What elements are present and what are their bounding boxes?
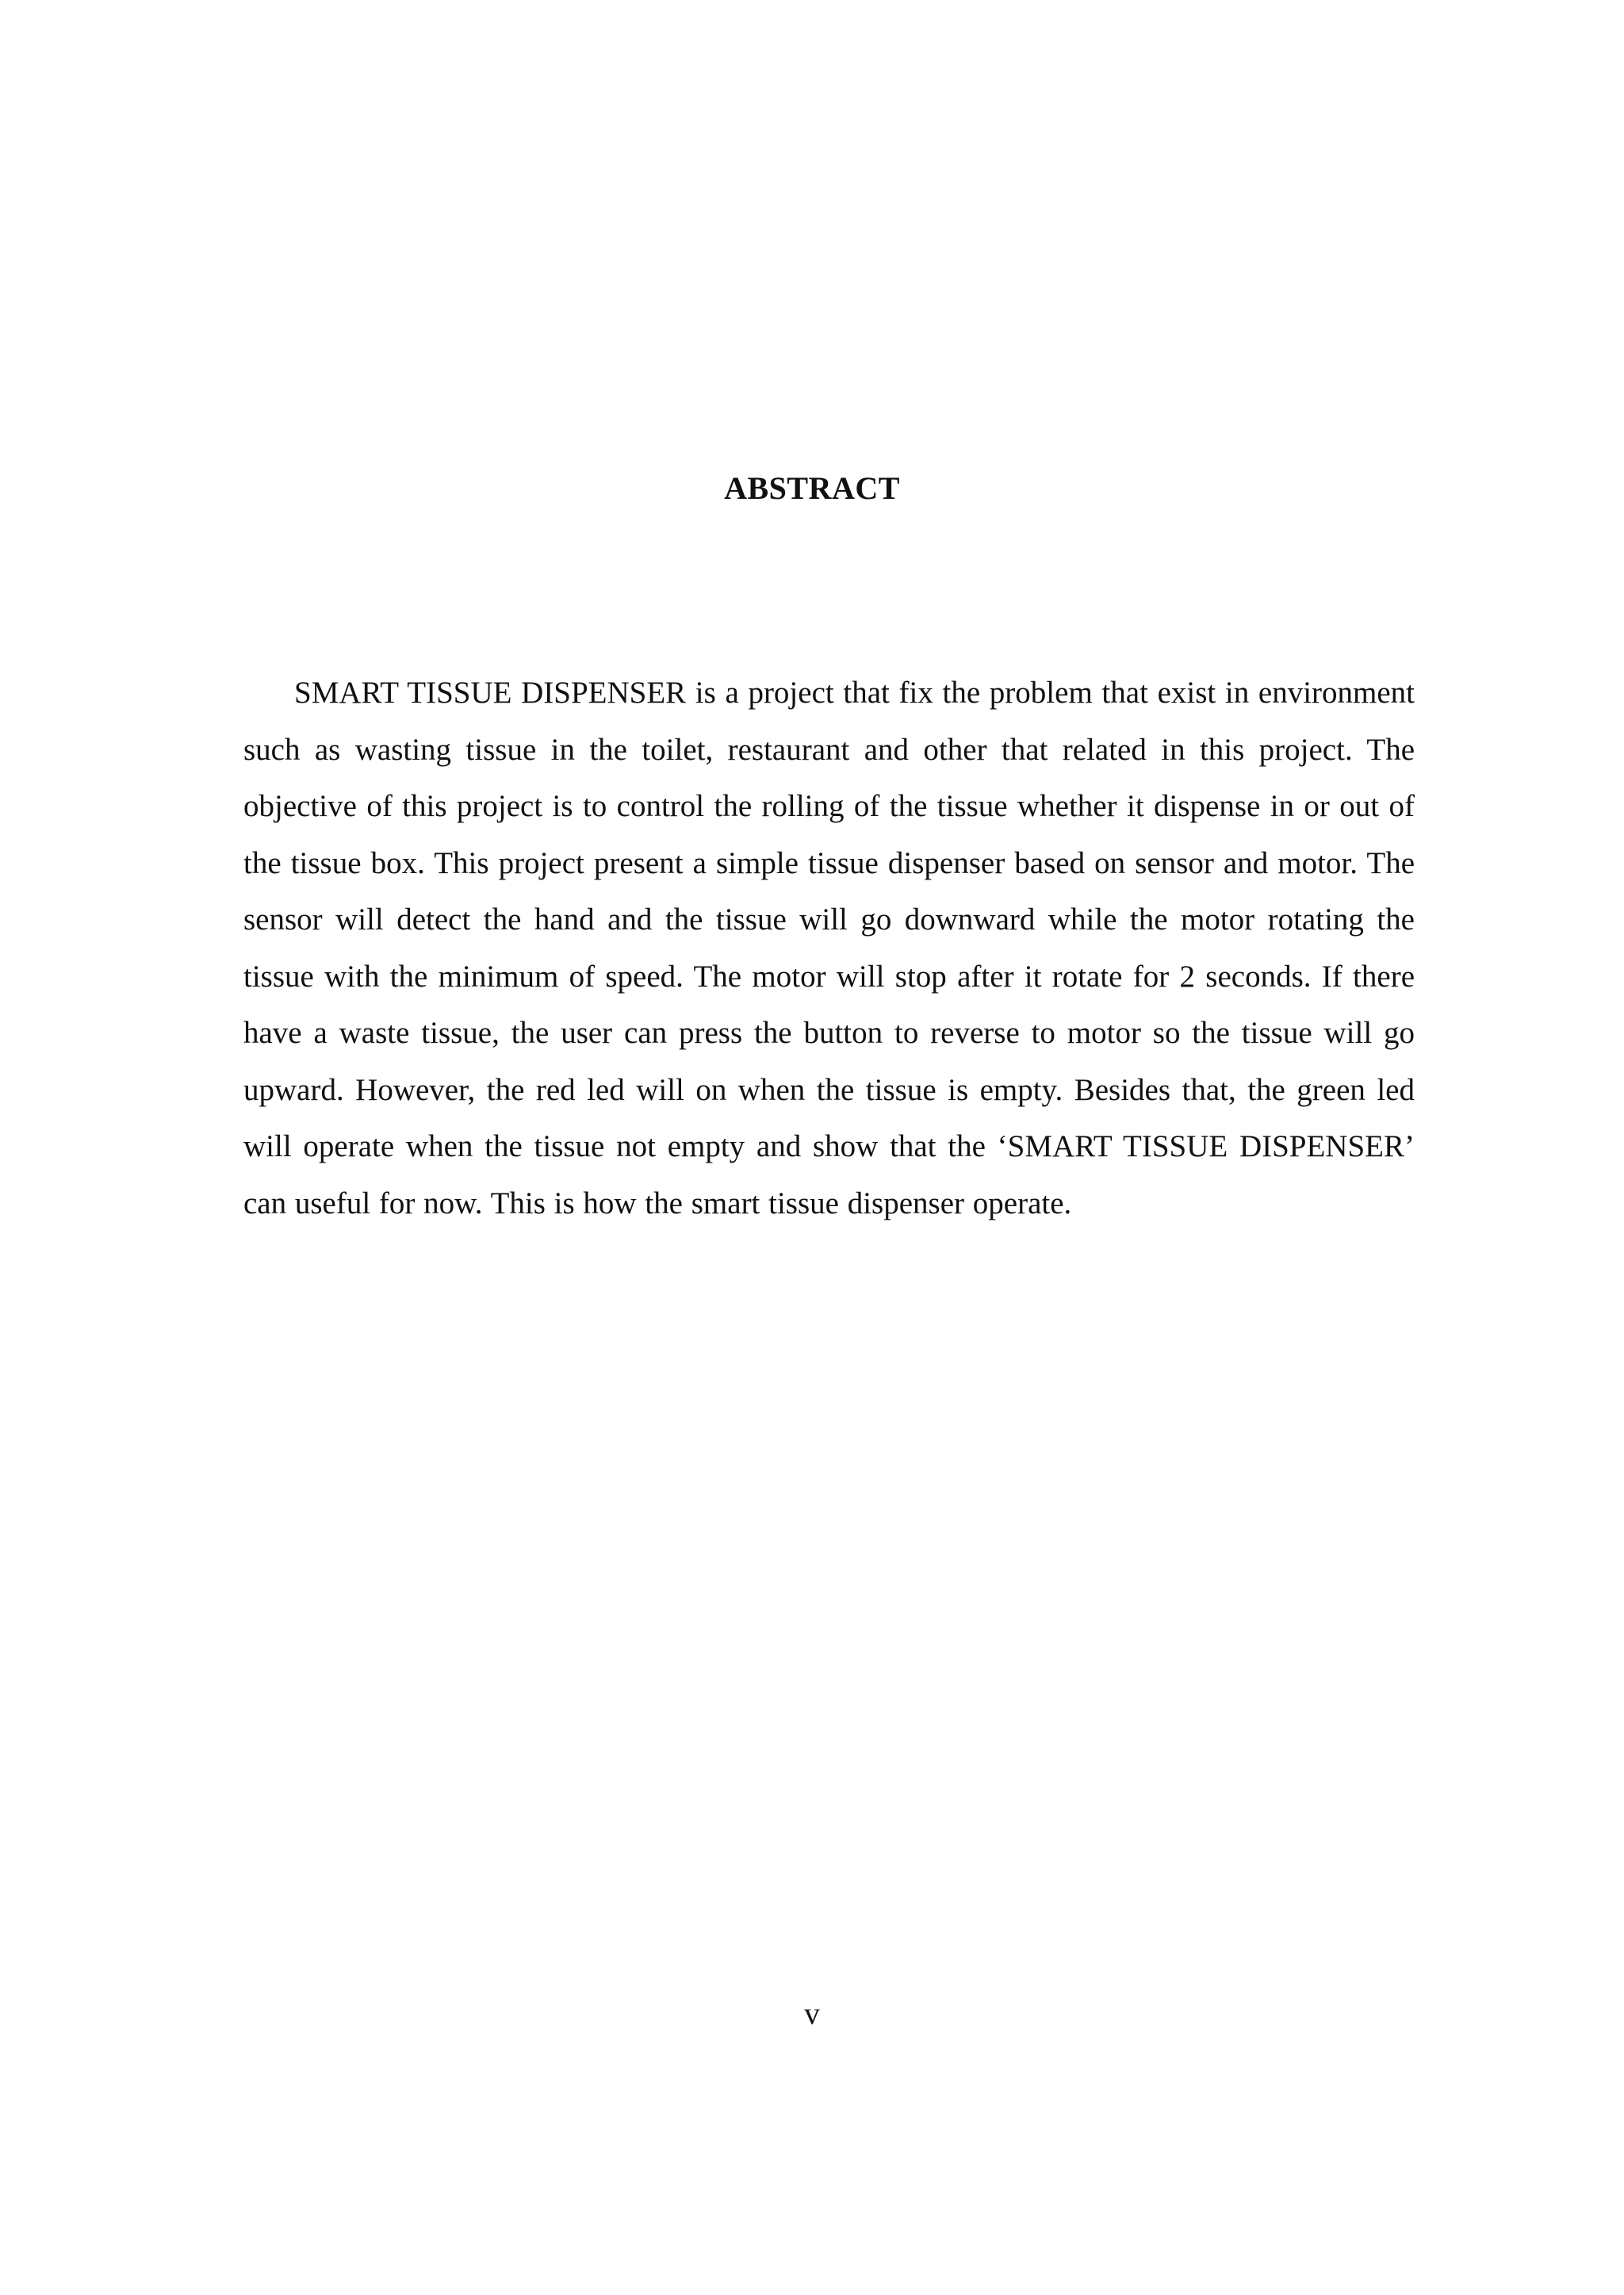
abstract-heading: ABSTRACT bbox=[724, 470, 900, 506]
page-number: v bbox=[804, 1997, 820, 2031]
abstract-paragraph: SMART TISSUE DISPENSER is a project that fix the problem that exist in environment such as wasting tissue in the toilet, restaurant and other that related in this project. The objective of this project is to control the rolling of the tissue whether it dispense in or out of the tissue box. This project present a simple tissue dispenser based on sensor and motor. The sensor will detect the hand and the tissue will go downward while the motor rotating the tissue with the minimum of speed. The motor will stop after it rotate for 2 seconds. If there have a waste tissue, the user can press the button to reverse to motor so the tissue will go upward. However, the red led will on when the tissue is empty. Besides that, the green led will operate when the tissue not empty and show that the ‘SMART TISSUE DISPENSER’ can useful for now. This is how the smart tissue dispenser operate. bbox=[243, 676, 1415, 1220]
